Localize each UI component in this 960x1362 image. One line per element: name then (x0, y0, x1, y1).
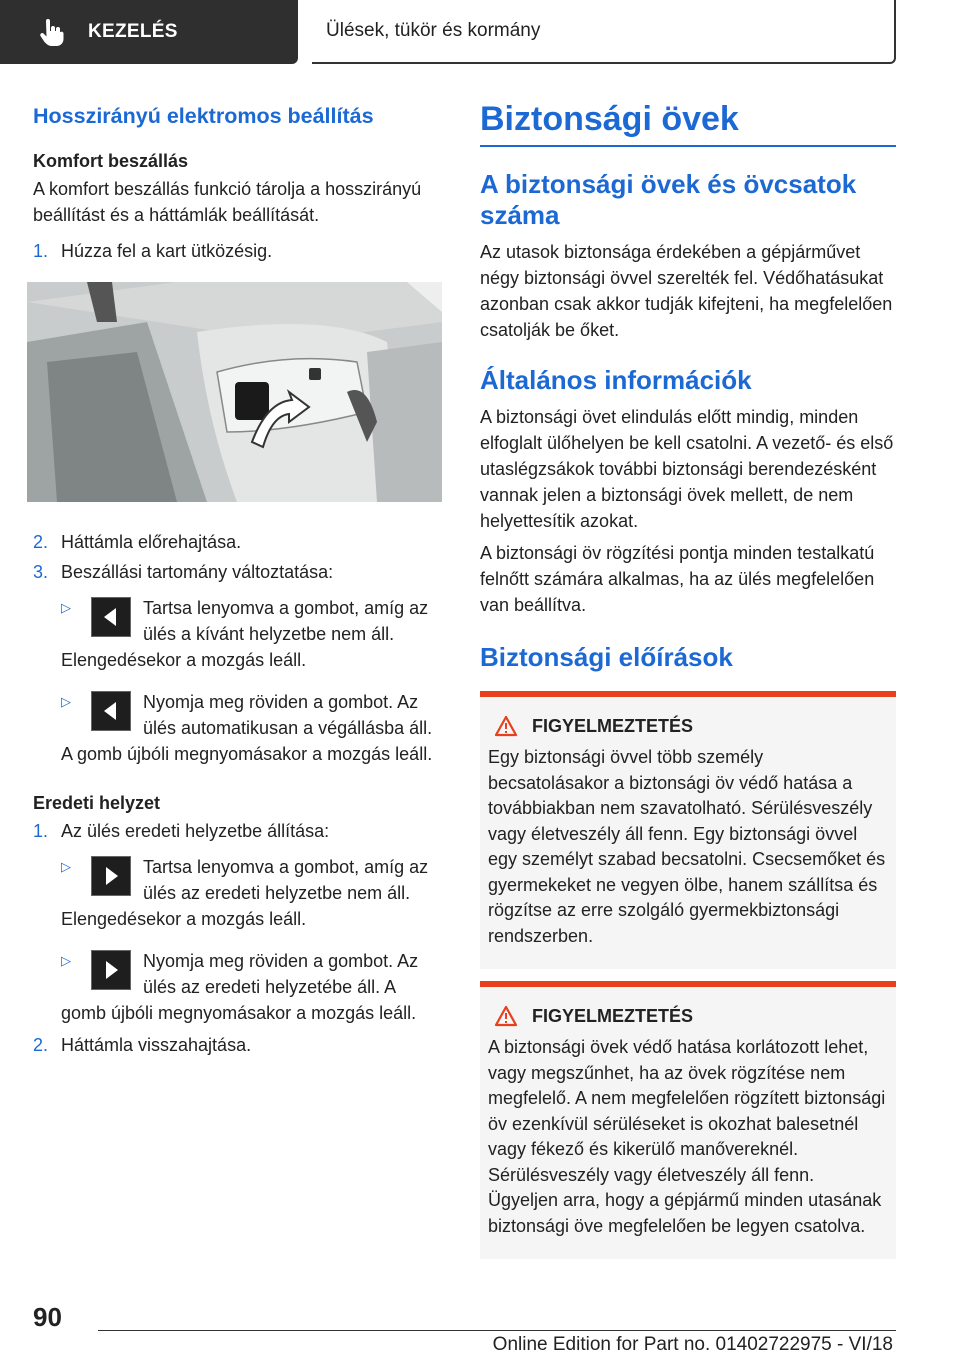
paragraph: A biztonsági övet elindulás előtt mindig, minden elfoglalt ülőhelyen be kell csatolni. A vezető- és első utaslégzsákok további biztonsági berendezésként vannak jelen a biztonsági övek mellett, de nem helyettesítik azokat. (480, 407, 894, 531)
warning-triangle-icon (494, 1005, 518, 1027)
section-heading: Biztonsági előírások (480, 642, 733, 672)
sub-list-item (61, 595, 445, 673)
step-text: Háttámla előrehajtása. (61, 532, 242, 552)
paragraph: A biztonsági öv rögzítési pontja minden testalkatú felnőtt számára alkalmas, ha az ülés megfelelően van beállítva. (480, 543, 875, 615)
step-number: 2. (33, 532, 49, 552)
triangle-bullet-icon: ▷ (61, 859, 71, 874)
sub-text: Tartsa lenyomva a gombot, amíg az ülés az eredeti helyzetbe nem áll. Elengedésekor a mozgás leáll. (61, 857, 429, 929)
section-heading: Általános információk (480, 365, 752, 395)
list-item (33, 529, 445, 555)
chapter-title: Ülések, tükör és kormány (326, 20, 541, 41)
right-column (480, 100, 896, 1259)
list-item (33, 238, 445, 264)
list-item (33, 1032, 445, 1058)
list-item (33, 559, 445, 585)
section-heading: A biztonsági övek és övcsatok száma (480, 169, 857, 230)
step-number: 1. (33, 241, 49, 261)
header-section-tab (0, 0, 298, 64)
arrow-left-button-icon (91, 597, 131, 637)
triangle-bullet-icon: ▷ (61, 694, 71, 709)
hand-icon (36, 17, 66, 47)
sub-list-item (61, 948, 445, 1026)
step-number: 2. (33, 1035, 49, 1055)
warning-title (488, 1005, 888, 1027)
sub-text: Nyomja meg röviden a gombot. Az ülés az eredeti helyzetébe áll. A gomb újbóli megnyomásakor a mozgás leáll. (61, 951, 419, 1023)
edition-text: Online Edition for Part no. 01402722975 - VI/18 (492, 1334, 893, 1355)
page-title: Biztonsági övek (480, 100, 896, 147)
sub-text: Nyomja meg röviden a gombot. Az ülés automatikusan a végállásba áll. A gomb újbóli megnyomásakor a mozgás leáll. (61, 692, 433, 764)
warning-text: A biztonsági övek védő hatása korlátozott lehet, vagy megszűnhet, ha az övek rögzítése nem megfelelő. A nem megfelelően rögzített biztonsági öv ezenkívül sérüléseket is okozhat balesetnél vagy fékező és kikerülő manővereknél. Sérülésveszély vagy életveszély áll fenn. Ügyeljen arra, hogy a gépjármű minden utasának biztonsági öve megfelelően be legyen csatolva. (488, 1037, 886, 1236)
section-title: KEZELÉS (88, 21, 178, 42)
page-number: 90 (33, 1302, 62, 1332)
warning-label: FIGYELMEZTETÉS (532, 1005, 694, 1026)
sub-list-item (61, 854, 445, 932)
warning-text: Egy biztonsági övvel több személy becsatolásakor a biztonsági öv védő hatása a továbbiakban nem szavatolható. Sérülésveszély vagy életveszély áll fenn. Egy biztonsági övvel egy személyt szabad becsatolni. Csecsemőket és gyermekeket ne vegyen ölbe, hanem szállítsa és rögzítse az erre szolgáló gyermekbiztonsági rendszerben. (488, 747, 886, 946)
warning-label: FIGYELMEZTETÉS (532, 715, 694, 736)
step-text: Beszállási tartomány változtatása: (61, 562, 334, 582)
triangle-bullet-icon: ▷ (61, 600, 71, 615)
list-item (33, 818, 445, 844)
left-column (33, 100, 445, 1058)
section-heading: Hosszirányú elektromos beállítás (33, 104, 374, 128)
step-text: Húzza fel a kart ütközésig. (61, 241, 273, 261)
sub-text: Tartsa lenyomva a gombot, amíg az ülés a kívánt helyzetbe nem áll. Elengedésekor a mozgás leáll. (61, 598, 429, 670)
triangle-bullet-icon: ▷ (61, 953, 71, 968)
step-number: 3. (33, 562, 49, 582)
warning-box (480, 691, 896, 969)
warning-box (480, 981, 896, 1259)
arrow-right-button-icon (91, 856, 131, 896)
step-text: Háttámla visszahajtása. (61, 1035, 252, 1055)
seat-lever-photo (27, 282, 442, 502)
warning-title (488, 715, 888, 737)
comfort-intro: A komfort beszállás funkció tárolja a hosszirányú beállítást és a háttámlák beállítását. (33, 179, 422, 225)
comfort-heading: Komfort beszállás (33, 151, 189, 171)
arrow-right-button-icon (91, 950, 131, 990)
header-chapter-tab (312, 0, 896, 64)
sub-list-item (61, 689, 445, 767)
arrow-left-button-icon (91, 691, 131, 731)
step-text: Az ülés eredeti helyzetbe állítása: (61, 821, 330, 841)
step-number: 1. (33, 821, 49, 841)
paragraph: Az utasok biztonsága érdekében a gépjárművet négy biztonsági övvel szerelték fel. Védőhatásukat azonban csak akkor tudják kifejteni, ha megfelelően csatolják be őket. (480, 242, 893, 340)
footer-divider (98, 1330, 896, 1331)
warning-triangle-icon (494, 715, 518, 737)
original-heading: Eredeti helyzet (33, 793, 161, 813)
